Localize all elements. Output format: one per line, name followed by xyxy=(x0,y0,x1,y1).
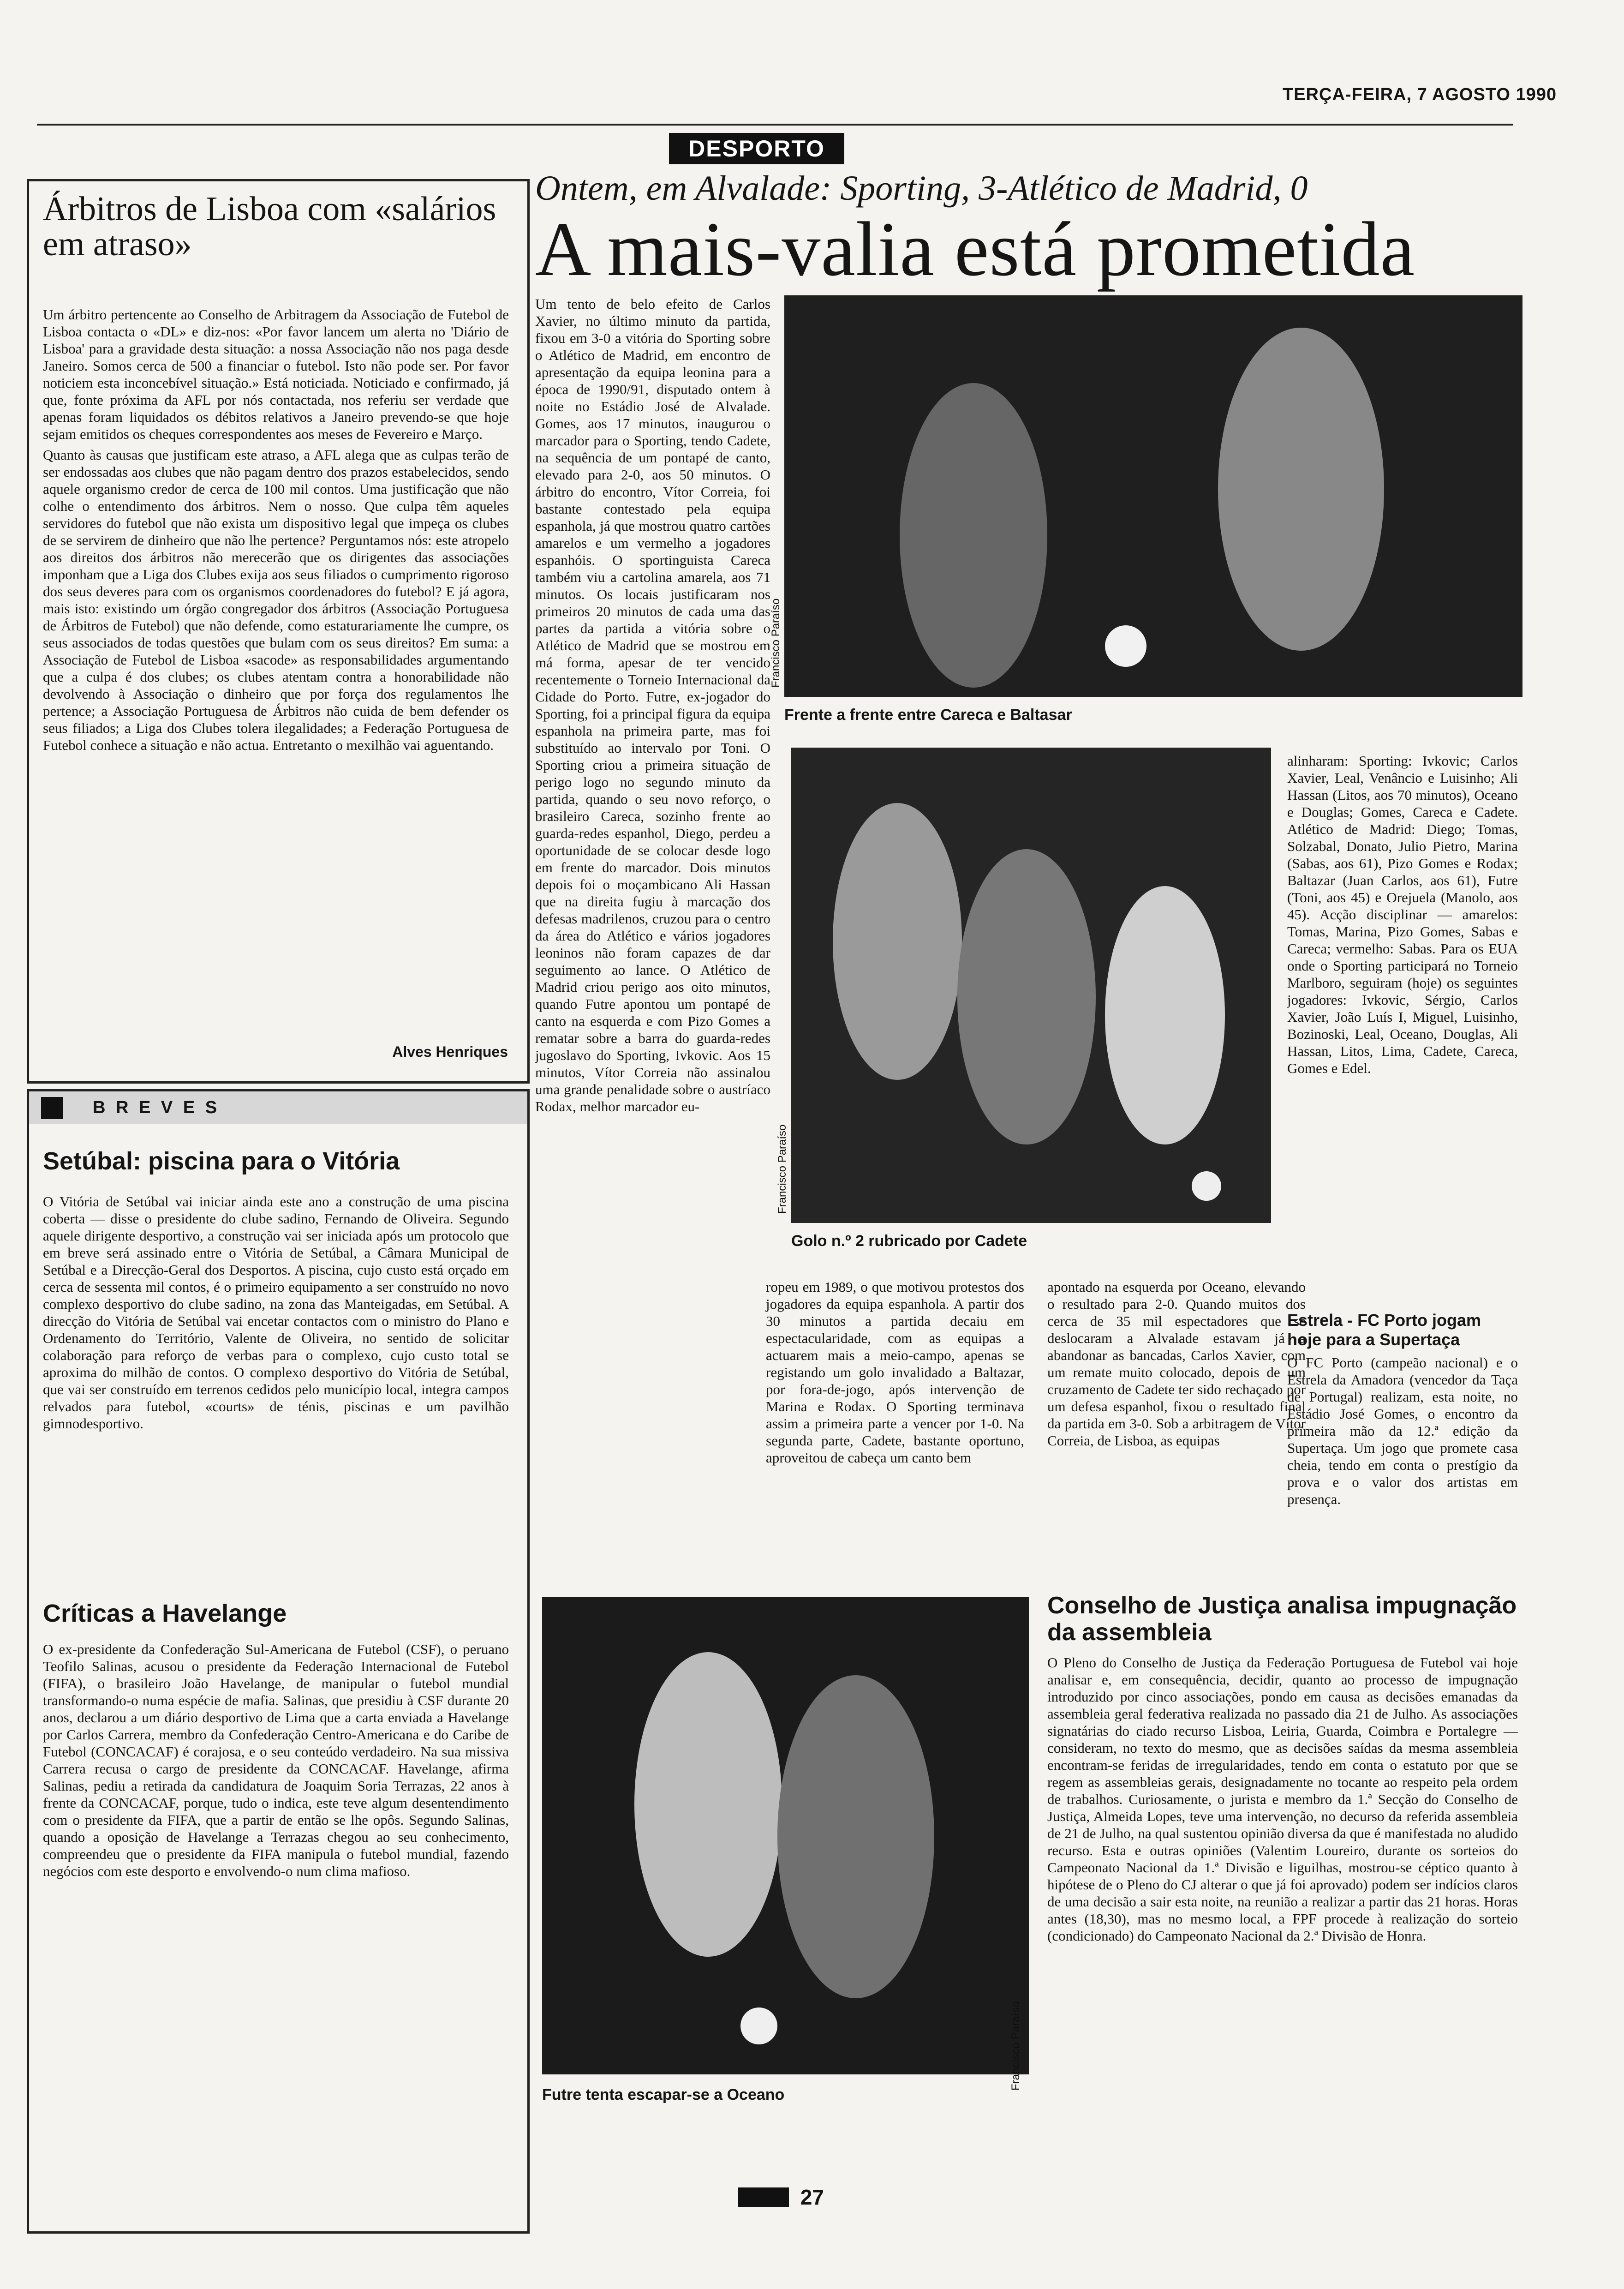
breve-2-title: Críticas a Havelange xyxy=(43,1600,287,1627)
section-label: DESPORTO xyxy=(669,133,844,164)
breves-box xyxy=(27,1089,530,2234)
page-footer xyxy=(738,2183,849,2209)
sidebar-paragraph-2: Quanto às causas que justificam este atraso, a AFL alega que as culpas terão de ser endossadas aos clubes que não pagam dentro dos prazos estabelecidos, sendo aquele organismo credor de cerca de 100 mil contos. Uma justificação que não colhe o entendimento dos árbitros. Nem o nosso. Que culpa têm aqueles servidores do futebol que não exista um dispositivo legal que impeça os clubes de se servirem de dinheiro que não lhe pertence? Perguntamos nós: este atropelo aos direitos dos árbitros não merecerão que os dirigentes das associações imponham que a Liga dos Clubes exija aos seus filiados o cumprimento rigoroso dos seus deveres para com os organismos coordenadores do futebol? E já agora, mais isto: existindo um órgão congregador dos árbitros (Associação Portuguesa de Árbitros de Futebol) que não defende, como estaturariamente lhe cumpre, os seus associados de todas questões que bulam com os seus direitos? Em suma: a Associação de Futebol de Lisboa «sacode» as responsabilidades argumentando que a culpa é dos clubes; os clubes atentam contra a honorabilidade não devolvendo à Associação o dinheiro que por força dos regulamentos lhe pertence; a Associação Portuguesa de Árbitros não cuida de bem defender os seus filiados; a Liga dos Clubes tolera ilegalidades; a Federação Portuguesa de Futebol conhece a situação e não actua. Entretanto o mexilhão vai aguentando. xyxy=(43,447,509,753)
photo-2-credit: Francisco Paraíso xyxy=(776,1124,788,1214)
photo-futre-oceano xyxy=(542,1597,1029,2074)
photo-1-caption: Frente a frente entre Careca e Baltasar xyxy=(784,706,1072,724)
lineups-column: alinharam: Sporting: Ivkovic; Carlos Xavier, Leal, Venâncio e Luisinho; Ali Hassan (Litos, aos 70 minutos), Oceano e Douglas; Gomes, Careca e Cadete. Atlético de Madrid: Diego; Tomas, Solzabal, Donato, Julio Pietro, Marina (Sabas, aos 61), Pizo Gomes e Rodax; Baltazar (Juan Carlos, aos 61), Futre (Toni, aos 45) e Orejuela (Manolo, aos 45). Acção disciplinar — amarelos: Tomas, Marina, Pizo Gomes, Sabas e Careca; vermelho: Sabas. Para os EUA onde o Sporting participará no Torneio Marlboro, seguiram (hoje) os seguintes jogadores: Ivkovic, Sérgio, Carlos Xavier, João Luís I, Miguel, Luisinho, Bozinoski, Leal, Oceano, Douglas, Ali Hassan, Litos, Lima, Cadete, Careca, Gomes e Edel. xyxy=(1287,753,1518,1076)
breves-bar xyxy=(29,1091,527,1124)
estrela-brief xyxy=(1287,1311,1518,1508)
photo-2-illustration xyxy=(791,748,1271,1223)
estrela-title: Estrela - FC Porto jogam hoje para a Supertaça xyxy=(1287,1311,1481,1349)
estrela-body: O FC Porto (campeão nacional) e o Estrela da Amadora (vencedor da Taça de Portugal) realizam, esta noite, no Estádio José Gomes, o encontro da primeira mão da 12.ª edição da Supertaça. Um jogo que promete casa cheia, tendo em conta o prestígio da prova e o valor dos artistas em presença. xyxy=(1287,1354,1518,1507)
sidebar-box xyxy=(27,179,530,1084)
article-headline: A mais-valia está prometida xyxy=(535,206,1415,292)
dl-logo-icon xyxy=(738,2187,789,2207)
story-column-1: Um tento de belo efeito de Carlos Xavier, no último minuto da partida, fixou em 3-0 a vitória do Sporting sobre o Atlético de Madrid, em encontro de apresentação da equipa leonina para a época de 1990/91, disputado ontem à noite no Estádio José de Alvalade. Gomes, aos 17 minutos, inaugurou o marcador para o Sporting, tendo Cadete, na sequência de um pontapé de canto, elevado para 2-0, aos 50 minutos. O árbitro do encontro, Vítor Correia, foi bastante contestado pela equipa espanhola, já que mostrou quatro cartões amarelos e um vermelho a jogadores espanhóis. O sportinguista Careca também viu a cartolina amarela, aos 71 minutos. Os locais justificaram nos primeiros 20 minutos de cada uma das partes da partida a vitória sobre o Atlético de Madrid que se mostrou em má forma, apesar de ter vencido recentemente o Torneio Internacional da Cidade do Porto. Futre, ex-jogador do Sporting, foi a principal figura da equipa espanhola na primeira parte, mas foi substituído ao intervalo por Toni. O Sporting criou a primeira situação de perigo logo no segundo minuto da partida, quando o seu novo reforço, o brasileiro Careca, sozinho frente ao guarda-redes espanhol, Diego, perdeu a oportunidade de se colocar desde logo em frente do marcador. Dois minutos depois foi o moçambicano Ali Hassan que na direita fugiu à marcação dos defesas madrilenos, cruzou para o centro da área do Atlético e vários jogadores leoninos não foram capazes de dar seguimento ao lance. O Atlético de Madrid criou perigo aos oito minutos, quando Futre apontou um pontapé de canto na esquerda e com Pizo Gomes a rematar sobre a barra do guarda-redes jugoslavo do Sporting, Ivkovic. Aos 15 minutos, Vítor Correia não assinalou uma grande penalidade sobre o austríaco Rodax, melhor marcador eu- xyxy=(535,296,770,1115)
photo-careca-baltasar xyxy=(784,295,1522,697)
header-rule xyxy=(37,124,1513,126)
breves-square-icon xyxy=(41,1097,63,1119)
breves-label: B R E V E S xyxy=(93,1098,220,1117)
issue-date: TERÇA-FEIRA, 7 AGOSTO 1990 xyxy=(1283,85,1557,104)
photo-1-illustration xyxy=(784,295,1522,697)
sidebar-title: Árbitros de Lisboa com «salários em atraso» xyxy=(43,190,496,263)
page-number: 27 xyxy=(800,2185,824,2209)
story-column-2: ropeu em 1989, o que motivou protestos dos jogadores da equipa espanhola. A partir dos 30 minutos a partida decaiu em espectacularidade, com as equipas a actuarem mais a meio-campo, apenas se registando um golo invalidado a Baltazar, por fora-de-jogo, após intervenção de Marina e Rodax. O Sporting terminava assim a primeira parte a vencer por 1-0. Na segunda parte, Cadete, bastante oportuno, aproveitou de cabeça um canto bem xyxy=(766,1279,1024,1466)
conselho-title: Conselho de Justiça analisa impugnação da assembleia xyxy=(1047,1592,1517,1646)
sidebar-author: Alves Henriques xyxy=(392,1043,508,1060)
sidebar-paragraph-1: Um árbitro pertencente ao Conselho de Arbitragem da Associação de Futebol de Lisboa contacta o «DL» e diz-nos: «Por favor lancem um alerta no 'Diário de Lisboa' para a gravidade desta situação: a nossa Associação não nos paga desde Janeiro. Somos cerca de 500 a financiar o futebol. Isto não pode ser. Por favor noticiem esta inconcebível situação.» Está noticiada. Noticiado e confirmado, já que, fonte próxima da AFL por nós contactada, nos referiu ser verdade que apenas foram liquidados os débitos relativos a Janeiro prevendo-se que hoje sejam emitidos os cheques correspondentes aos meses de Fevereiro e Março. xyxy=(43,306,509,442)
breve-1-body: O Vitória de Setúbal vai iniciar ainda este ano a construção de uma piscina coberta — disse o presidente do clube sadino, Fernando de Oliveira. Segundo aquele dirigente desportivo, a construção vai ser iniciada após um protocolo que em breve será assinado entre o Vitória de Setúbal, a Câmara Municipal de Setúbal e a Direcção-Geral dos Desportos. A piscina, cujo custo está orçado em cerca de sessenta mil contos, é o primeiro equipamento a ser construído no novo complexo desportivo do clube sadino, na zona das Manteigadas, em Setúbal. A direcção do Vitória de Setúbal vai encetar contactos com o ministro do Plano e Ordenamento do Território, Valente de Oliveira, no sentido de solicitar colaboração para reforço de verbas para o complexo, cujo custo total se aproxima do milhão de contos. O complexo desportivo do Vitória de Setúbal, que vai ser construído em terrenos cedidos pelo município local, integra campos relvados para futebol, «courts» de ténis, piscinas e um pavilhão gimnodesportivo. xyxy=(43,1193,509,1432)
photo-1-credit: Francisco Paraíso xyxy=(770,598,782,688)
photo-2-caption: Golo n.º 2 rubricado por Cadete xyxy=(791,1232,1027,1250)
conselho-article xyxy=(1047,1592,1518,1944)
breve-1-title: Setúbal: piscina para o Vitória xyxy=(43,1147,400,1175)
story-column-3: apontado na esquerda por Oceano, elevando o resultado para 2-0. Quando muitos dos cerca de 35 mil espectadores que se deslocaram a Alvalade estavam já a abandonar as bancadas, Carlos Xavier, com um remate muito colocado, depois de um cruzamento de Cadete ter sido rechaçado por um defesa espanhol, fixou o resultado final da partida em 3-0. Sob a arbitragem de Vítor Correia, de Lisboa, as equipas xyxy=(1047,1279,1306,1449)
photo-3-caption: Futre tenta escapar-se a Oceano xyxy=(542,2086,785,2103)
article-kicker: Ontem, em Alvalade: Sporting, 3-Atlético de Madrid, 0 xyxy=(535,169,1308,208)
conselho-body: O Pleno do Conselho de Justiça da Federação Portuguesa de Futebol vai hoje analisar e, em consequência, decidir, quanto ao processo de impugnação introduzido por cinco associações, pondo em causa as decisões emanadas da assembleia geral federativa realizada no passado dia 21 de Julho. As associações signatárias do ciado recurso Lisboa, Leiria, Guarda, Coimbra e Portalegre — consideram, no texto do mesmo, que as decisões saídas da mesma assembleia encontram-se feridas de irregularidades, tendo em conta o estatuto por que se regem as assembleias gerais, designadamente no tocante ao respeito pela ordem de trabalhos. Curiosamente, o jurista e membro da 1.ª Secção do Conselho de Justiça, Almeida Lopes, teve uma intervenção, no decurso da referida assembleia de 21 de Julho, na qual sustentou opinião diversa da que é manifestada no aludido recurso. Esta e outras opiniões (Valentim Loureiro, durante os sorteios do Campeonato Nacional da 1.ª Divisão e liguilhas, mostrou-se céptico quanto à hipótese de o Pleno do CJ alterar o que já foi aprovado) podem ser indícios claros de uma decisão a sair esta noite, na reunião a realizar a partir das 21 horas. Horas antes (18,30), mas no mesmo local, a FPF procede à realização do sorteio (condicionado) do Campeonato Nacional da 2.ª Divisão de Honra. xyxy=(1047,1654,1518,1944)
photo-3-credit: Francisco Paraíso xyxy=(1009,2001,1022,2091)
breve-2-body: O ex-presidente da Confederação Sul-Americana de Futebol (CSF), o peruano Teofilo Salinas, acusou o presidente da Federação Internacional de Futebol (FIFA), o brasileiro João Havelange, de manipular o futebol mundial transformando-o numa espécie de mafia. Salinas, que presidiu à CSF durante 20 anos, declarou a um diário desportivo de Lima que a carta enviada a Havelange por Carlos Carrera, membro da Confederação Centro-Americana e do Caribe de Futebol (CONCACAF) é corajosa, e o seu conteúdo verdadeiro. Na sua missiva Carrera recusa o cargo de presidente da CONCACAF. Havelange, afirma Salinas, pediu a retirada da candidatura de Joaquim Soria Terrazas, 22 anos à frente da CONCACAF, porque, tudo o indica, este teve algum desentendimento com o presidente da FIFA, que a partir de então se lhe opôs. Segundo Salinas, quando a oposição de Havelange a Terrazas chegou ao seu conhecimento, compreendeu que o presidente da FIFA manipula o futebol mundial, fazendo negócios com este desporto e envolvendo-o num clima mafioso. xyxy=(43,1641,509,1879)
sidebar-body xyxy=(43,306,509,754)
photo-3-illustration xyxy=(542,1597,1029,2074)
photo-cadete-goal xyxy=(791,748,1271,1223)
